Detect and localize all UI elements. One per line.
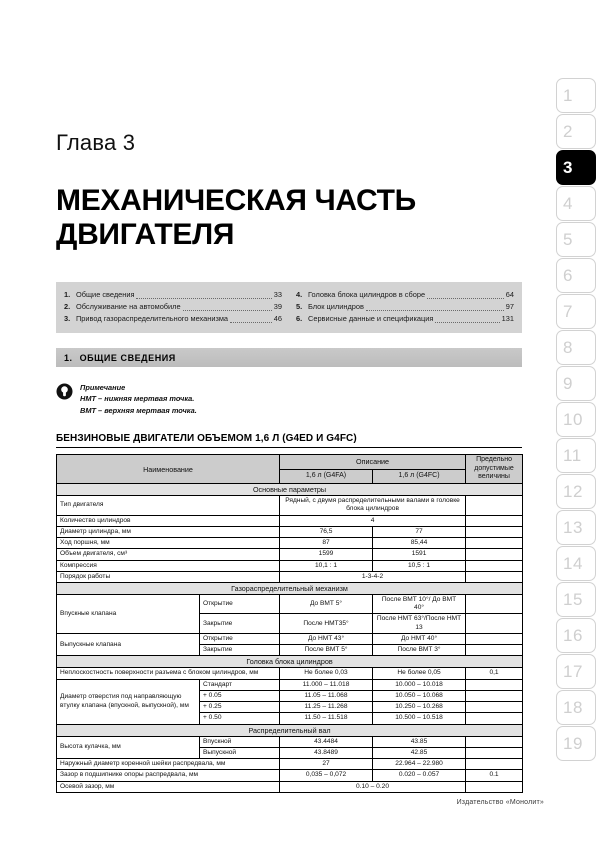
chapter-tab-16[interactable] [556, 618, 596, 653]
value-limit [466, 702, 523, 713]
row-label: Тип двигателя [57, 496, 280, 515]
value-col-a: 11.25 – 11.268 [280, 702, 373, 713]
value-col-b: 1591 [373, 549, 466, 560]
table-row [57, 759, 523, 770]
toc-entry-page: 97 [505, 302, 514, 312]
toc-entry-number: 5. [296, 302, 303, 312]
value-limit [466, 614, 523, 633]
section-title: ОБЩИЕ СВЕДЕНИЯ [79, 352, 176, 363]
toc-column-right [296, 289, 514, 325]
toc-entry-title: Сервисные данные и спецификация [308, 314, 434, 324]
row-label: Наружный диаметр коренной шейки распредвала, мм [57, 759, 280, 770]
chapter-tab-label: 12 [563, 481, 583, 501]
chapter-tab-2[interactable] [556, 114, 596, 149]
value-limit [466, 713, 523, 724]
chapter-tab-label: 5 [563, 229, 573, 249]
table-group-row [57, 583, 523, 595]
toc-entry-page: 39 [273, 302, 282, 312]
value-col-b: После ВМТ 10°/ До ВМТ 40° [373, 595, 466, 614]
toc-entry-title: Блок цилиндров [308, 302, 364, 312]
toc-entry[interactable] [296, 289, 514, 301]
table-row [57, 679, 523, 690]
value-col-b: 10,5 : 1 [373, 560, 466, 571]
chapter-tab-label: 19 [563, 733, 583, 753]
toc-leader-dots [136, 297, 271, 299]
value-limit [466, 690, 523, 701]
value-col-b: Не более 0,05 [373, 668, 466, 679]
table-group-row [57, 724, 523, 736]
value-col-a: 43.8489 [280, 747, 373, 758]
table-group-title: Газораспределительный механизм [57, 583, 523, 595]
value-merged: 4 [280, 515, 466, 526]
row-sublabel: + 0.25 [200, 702, 280, 713]
chapter-tab-label: 2 [563, 121, 573, 141]
chapter-tab-10[interactable] [556, 402, 596, 437]
table-row [57, 515, 523, 526]
value-limit [466, 549, 523, 560]
toc-entry-number: 1. [64, 290, 71, 300]
value-limit [466, 781, 523, 792]
value-limit: 0,1 [466, 668, 523, 679]
value-limit [466, 560, 523, 571]
value-limit [466, 679, 523, 690]
value-limit [466, 747, 523, 758]
note-line-1: НМТ – нижняя мертвая точка. [80, 394, 195, 404]
value-col-a: 11.000 – 11.018 [280, 679, 373, 690]
value-limit: 0.1 [466, 770, 523, 781]
chapter-tab-label: 18 [563, 697, 583, 717]
th-description: Описание [280, 454, 466, 469]
row-label: Диаметр цилиндра, мм [57, 526, 280, 537]
value-col-a: После НМТ35° [280, 614, 373, 633]
engines-heading: БЕНЗИНОВЫЕ ДВИГАТЕЛИ ОБЪЕМОМ 1,6 Л (G4ED И G4FC) [56, 433, 522, 448]
table-group-title: Распределительный вал [57, 724, 523, 736]
chapter-tab-label: 7 [563, 301, 573, 321]
row-label: Компрессия [57, 560, 280, 571]
chapter-tab-label: 13 [563, 517, 583, 537]
chapter-tab-label: 17 [563, 661, 583, 681]
table-row [57, 496, 523, 515]
row-label: Осевой зазор, мм [57, 781, 280, 792]
value-col-a: 11.05 – 11.068 [280, 690, 373, 701]
table-group-title: Основные параметры [57, 484, 523, 496]
value-col-a: 76,5 [280, 526, 373, 537]
value-col-a: 10,1 : 1 [280, 560, 373, 571]
chapter-tab-17[interactable] [556, 654, 596, 689]
table-group-row [57, 484, 523, 496]
toc-leader-dots [230, 321, 272, 323]
toc-column-left [64, 289, 282, 325]
table-group-row [57, 656, 523, 668]
specification-table [56, 454, 523, 793]
value-limit [466, 526, 523, 537]
row-sublabel: Впускной [200, 736, 280, 747]
th-limit: Предельно допустимые величины [466, 454, 523, 483]
th-col-b: 1,6 л (G4FC) [373, 469, 466, 483]
section-number: 1. [64, 352, 73, 363]
toc-leader-dots [435, 321, 499, 323]
chapter-tab-8[interactable] [556, 330, 596, 365]
value-limit [466, 736, 523, 747]
chapter-tab-label: 1 [563, 85, 573, 105]
toc-entry[interactable] [64, 313, 282, 325]
value-col-a: Не более 0,03 [280, 668, 373, 679]
toc-entry-page: 131 [501, 314, 514, 324]
value-col-b: После ВМТ 3° [373, 645, 466, 656]
toc-entry-page: 46 [273, 314, 282, 324]
chapter-tab-strip [556, 78, 596, 761]
row-sublabel: Открытие [200, 633, 280, 644]
value-col-a: 1599 [280, 549, 373, 560]
th-name: Наименование [57, 454, 280, 483]
chapter-tab-13[interactable] [556, 510, 596, 545]
chapter-tab-15[interactable] [556, 582, 596, 617]
toc-entry-title: Общие сведения [76, 290, 135, 300]
value-limit [466, 633, 523, 644]
value-col-b: 10.500 – 10.518 [373, 713, 466, 724]
table-row [57, 736, 523, 747]
toc-entry[interactable] [64, 301, 282, 313]
note-line-2: ВМТ – верхняя мертвая точка. [80, 405, 197, 415]
chapter-tab-14[interactable] [556, 546, 596, 581]
toc-entry[interactable] [296, 301, 514, 313]
table-row [57, 571, 523, 582]
row-sublabel: + 0.05 [200, 690, 280, 701]
page-content [56, 0, 522, 793]
table-body [57, 484, 523, 793]
value-col-b: 42.85 [373, 747, 466, 758]
chapter-tab-label: 3 [563, 157, 573, 177]
note-text [80, 382, 197, 416]
table-row [57, 668, 523, 679]
table-row [57, 770, 523, 781]
chapter-tab-19[interactable] [556, 726, 596, 761]
chapter-tab-3[interactable] [556, 150, 596, 185]
row-sublabel: Выпускной [200, 747, 280, 758]
row-label: Порядок работы [57, 571, 280, 582]
chapter-tab-label: 4 [563, 193, 573, 213]
value-limit [466, 515, 523, 526]
chapter-tab-1[interactable] [556, 78, 596, 113]
chapter-tab-6[interactable] [556, 258, 596, 293]
value-col-b: 22.964 – 22.980 [373, 759, 466, 770]
value-merged: 1-3-4-2 [280, 571, 466, 582]
table-row [57, 538, 523, 549]
chapter-tab-4[interactable] [556, 186, 596, 221]
row-label: Объем двигателя, см³ [57, 549, 280, 560]
toc-leader-dots [366, 309, 504, 311]
value-col-b: До НМТ 40° [373, 633, 466, 644]
toc-entry-page: 64 [505, 290, 514, 300]
value-col-a: 43.4484 [280, 736, 373, 747]
toc-entry-number: 6. [296, 314, 303, 324]
value-merged: Рядный, с двумя распределительными валами в головке блока цилиндров [280, 496, 466, 515]
chapter-tab-label: 14 [563, 553, 583, 573]
chapter-tab-label: 10 [563, 409, 583, 429]
table-row [57, 526, 523, 537]
value-col-a: После ВМТ 5° [280, 645, 373, 656]
row-label: Выпускные клапана [57, 633, 200, 655]
chapter-tab-label: 6 [563, 265, 573, 285]
row-sublabel: Стандарт [200, 679, 280, 690]
table-row [57, 781, 523, 792]
value-limit [466, 496, 523, 515]
value-col-a: 11.50 – 11.518 [280, 713, 373, 724]
footer-publisher: Издательство «Монолит» [456, 799, 544, 806]
table-head [57, 454, 523, 483]
chapter-tab-12[interactable] [556, 474, 596, 509]
toc-entry-title: Обслуживание на автомобиле [76, 302, 181, 312]
row-label: Диаметр отверстия под направляющую втулку клапана (впускной, выпускной), мм [57, 679, 200, 724]
value-col-a: 0,035 – 0,072 [280, 770, 373, 781]
section-heading [56, 348, 522, 367]
toc-leader-dots [183, 309, 272, 311]
value-col-a: До ВМТ 5° [280, 595, 373, 614]
chapter-tab-11[interactable] [556, 438, 596, 473]
toc-entry[interactable] [296, 313, 514, 325]
row-label: Зазор в подшипнике опоры распредвала, мм [57, 770, 280, 781]
toc-entry[interactable] [64, 289, 282, 301]
value-merged: 0.10 – 0.20 [280, 781, 466, 792]
toc-leader-dots [427, 297, 504, 299]
table-row [57, 595, 523, 614]
page-title: МЕХАНИЧЕСКАЯ ЧАСТЬ ДВИГАТЕЛЯ [56, 184, 416, 251]
chapter-tab-label: 15 [563, 589, 583, 609]
toc-entry-title: Головка блока цилиндров в сборе [308, 290, 426, 300]
table-group-title: Головка блока цилиндров [57, 656, 523, 668]
row-sublabel: Закрытие [200, 614, 280, 633]
toc-entry-number: 3. [64, 314, 71, 324]
value-col-b: 0.020 – 0.057 [373, 770, 466, 781]
chapter-tab-18[interactable] [556, 690, 596, 725]
chapter-tab-label: 9 [563, 373, 573, 393]
chapter-tab-label: 11 [563, 445, 582, 465]
value-col-b: 10.250 – 10.268 [373, 702, 466, 713]
row-label: Количество цилиндров [57, 515, 280, 526]
value-limit [466, 645, 523, 656]
value-col-a: До НМТ 43° [280, 633, 373, 644]
lightbulb-icon [56, 383, 73, 405]
value-limit [466, 538, 523, 549]
toc-entry-number: 2. [64, 302, 71, 312]
value-col-b: 43.85 [373, 736, 466, 747]
value-limit [466, 759, 523, 770]
row-label: Высота кулачка, мм [57, 736, 200, 758]
value-limit [466, 595, 523, 614]
row-sublabel: Открытие [200, 595, 280, 614]
chapter-tab-7[interactable] [556, 294, 596, 329]
value-col-a: 27 [280, 759, 373, 770]
chapter-tab-5[interactable] [556, 222, 596, 257]
chapter-tab-label: 8 [563, 337, 573, 357]
chapter-tab-9[interactable] [556, 366, 596, 401]
toc-entry-number: 4. [296, 290, 303, 300]
table-header-row-1 [57, 454, 523, 469]
value-col-b: После НМТ 63°/После НМТ 13 [373, 614, 466, 633]
chapter-tab-label: 16 [563, 625, 583, 645]
toc-entry-title: Привод газораспределительного механизма [76, 314, 229, 324]
toc-entry-page: 33 [273, 290, 282, 300]
value-col-b: 10.000 – 10.018 [373, 679, 466, 690]
row-sublabel: + 0.50 [200, 713, 280, 724]
value-col-a: 87 [280, 538, 373, 549]
note-heading: Примечание [80, 383, 126, 393]
row-label: Ход поршня, мм [57, 538, 280, 549]
table-of-contents [56, 282, 522, 333]
row-sublabel: Закрытие [200, 645, 280, 656]
value-col-b: 85,44 [373, 538, 466, 549]
table-row [57, 633, 523, 644]
note-block [56, 382, 522, 416]
row-label: Впускные клапана [57, 595, 200, 634]
value-limit [466, 571, 523, 582]
value-col-b: 10.050 – 10.068 [373, 690, 466, 701]
value-col-b: 77 [373, 526, 466, 537]
table-row [57, 560, 523, 571]
chapter-label: Глава 3 [56, 130, 136, 155]
row-label: Неплоскостность поверхности разъема с блоком цилиндров, мм [57, 668, 280, 679]
table-row [57, 549, 523, 560]
th-col-a: 1,6 л (G4FA) [280, 469, 373, 483]
